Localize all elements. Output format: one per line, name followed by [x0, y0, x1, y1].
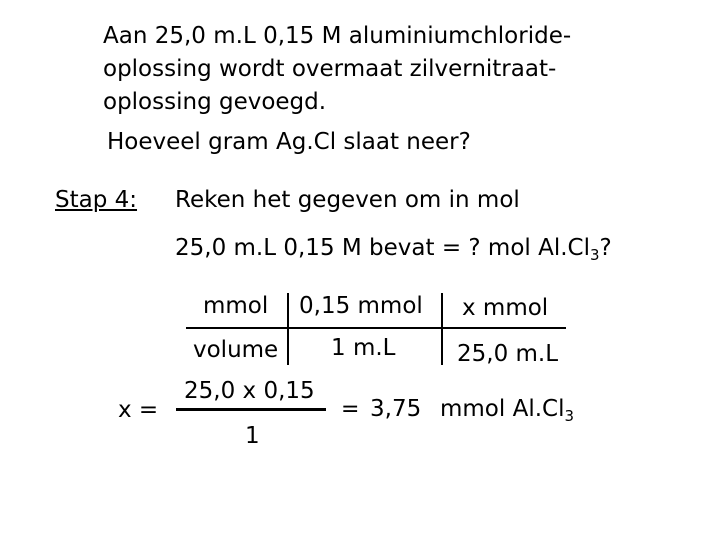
given-subscript: 3 [590, 246, 600, 265]
table-horizontal-rule [186, 327, 566, 329]
given-suffix: ? [599, 235, 612, 261]
fraction-numerator: 25,0 x 0,15 [184, 378, 315, 404]
table-col2-bottom: 1 m.L [331, 335, 396, 361]
given-statement [175, 235, 612, 265]
result-unit-prefix: mmol Al.Cl [440, 396, 565, 422]
step-label: Stap 4: [55, 187, 138, 213]
table-divider-left [287, 293, 289, 365]
table-col1-top: mmol [203, 293, 269, 319]
fraction-bar [176, 408, 326, 411]
result-unit [440, 396, 574, 426]
question-line-1: Aan 25,0 m.L 0,15 M aluminiumchloride- [103, 23, 572, 49]
table-col1-bottom: volume [193, 337, 279, 363]
given-prefix: 25,0 m.L 0,15 M bevat = ? mol Al.Cl [175, 235, 590, 261]
table-divider-right [441, 293, 443, 365]
result-value: 3,75 [370, 396, 422, 422]
equals-sign: = [341, 397, 360, 422]
result-unit-subscript: 3 [564, 407, 574, 426]
table-col3-top: x mmol [462, 295, 549, 321]
table-col3-bottom: 25,0 m.L [457, 341, 559, 367]
step-instruction: Reken het gegeven om in mol [175, 187, 520, 213]
table-col2-top: 0,15 mmol [299, 293, 423, 319]
question-line-2: oplossing wordt overmaat zilvernitraat- [103, 56, 557, 82]
question-line-4: Hoeveel gram Ag.Cl slaat neer? [107, 129, 471, 155]
x-label: x = [118, 397, 159, 423]
question-line-3: oplossing gevoegd. [103, 89, 327, 115]
fraction-denominator: 1 [245, 423, 260, 449]
